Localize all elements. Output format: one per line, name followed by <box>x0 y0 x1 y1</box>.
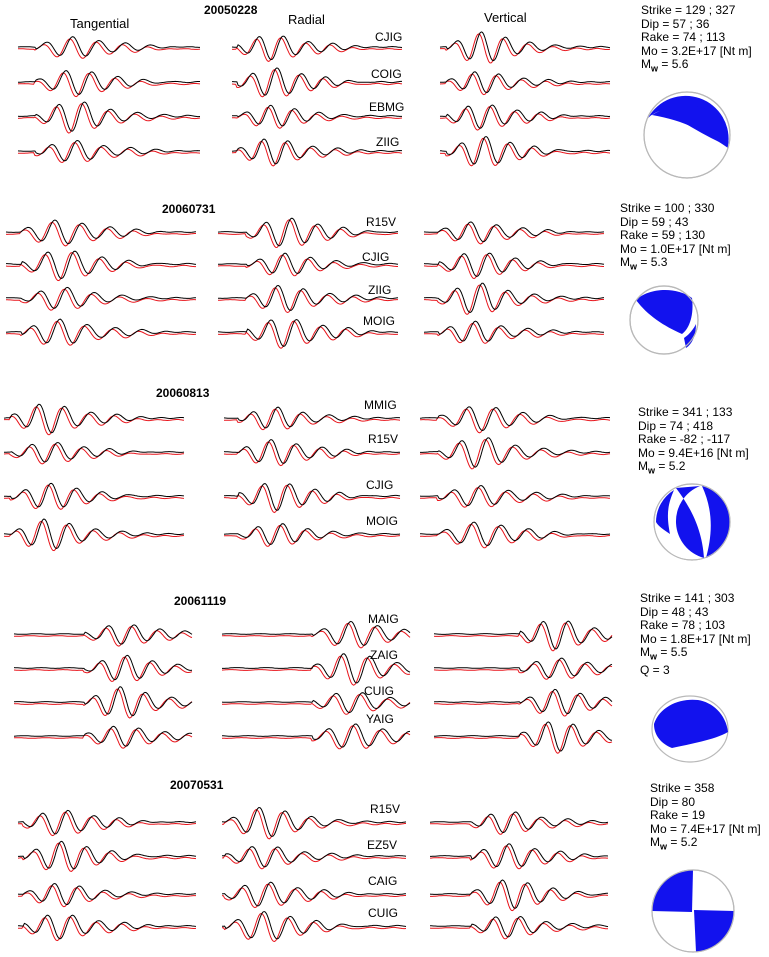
synthetic-trace-vertical <box>430 882 608 910</box>
focal-mechanism-parameters <box>640 592 751 677</box>
observed-trace-tangential <box>18 37 200 56</box>
magnitude-value: $M_w = 5.3$ <box>620 255 668 272</box>
observed-trace-tangential <box>18 841 196 869</box>
focal-mechanism-beachball <box>642 90 732 180</box>
synthetic-trace-tangential <box>4 444 184 464</box>
focal-mechanism-beachball <box>650 868 736 954</box>
observed-trace-tangential <box>14 625 192 644</box>
station-label: MOIG <box>366 514 398 528</box>
observed-trace-vertical <box>430 917 608 937</box>
station-label: MAIG <box>368 612 399 626</box>
event-id: 20061119 <box>174 594 227 608</box>
dip-value: Dip = 48 ; 43 <box>640 604 709 619</box>
dip-value: Dip = 74 ; 418 <box>638 418 714 433</box>
station-label: CJIG <box>375 30 403 44</box>
observed-trace-vertical <box>440 105 610 128</box>
column-header-tangential: Tangential <box>70 16 130 31</box>
synthetic-trace-vertical <box>424 224 604 244</box>
magnitude-value: $M_w = 5.2$ <box>638 459 686 476</box>
event-id: 20070531 <box>170 778 224 792</box>
station-label: CUIG <box>364 684 394 698</box>
observed-trace-vertical <box>430 844 608 867</box>
column-header-vertical: Vertical <box>484 10 527 25</box>
synthetic-trace-vertical <box>434 623 612 651</box>
observed-trace-vertical <box>420 407 610 431</box>
observed-trace-vertical <box>420 522 610 545</box>
observed-trace-tangential <box>18 102 200 131</box>
focal-mechanism-beachball <box>652 482 732 562</box>
observed-trace-tangential <box>4 443 184 463</box>
dip-value: Dip = 57 ; 36 <box>641 16 710 31</box>
magnitude-value: $M_w = 5.2$ <box>650 835 698 852</box>
synthetic-trace-tangential <box>4 485 184 509</box>
station-label: MMIG <box>364 398 397 412</box>
moment-value: Mo = 3.2E+17 [Nt m] <box>641 43 752 58</box>
observed-trace-tangential <box>6 220 196 244</box>
synthetic-trace-tangential <box>6 222 196 246</box>
synthetic-trace-vertical <box>434 691 612 716</box>
moment-value: Mo = 9.4E+16 [Nt m] <box>638 445 749 460</box>
moment-value: Mo = 7.4E+17 [Nt m] <box>650 821 761 836</box>
observed-trace-radial <box>222 724 410 747</box>
moment-value: Mo = 1.0E+17 [Nt m] <box>620 241 731 256</box>
synthetic-trace-vertical <box>430 918 608 939</box>
magnitude-value: $M_w = 5.6$ <box>641 57 689 74</box>
synthetic-trace-vertical <box>420 524 610 548</box>
observed-trace-vertical <box>420 438 610 467</box>
rake-value: Rake = 19 <box>650 808 706 822</box>
station-label: ZIIG <box>368 283 392 297</box>
q-value: Q = 3 <box>640 662 670 677</box>
synthetic-trace-tangential <box>6 289 196 310</box>
synthetic-trace-radial <box>224 409 400 430</box>
observed-trace-vertical <box>434 621 612 649</box>
synthetic-trace-tangential <box>18 917 196 941</box>
synthetic-trace-radial <box>222 623 410 647</box>
moment-value: Mo = 1.8E+17 [Nt m] <box>640 631 751 646</box>
strike-value: Strike = 358 <box>650 781 715 795</box>
event-id: 20060731 <box>162 202 216 216</box>
synthetic-trace-radial <box>224 526 400 547</box>
observed-trace-vertical <box>434 722 612 751</box>
station-label: CJIG <box>366 478 394 492</box>
observed-trace-tangential <box>18 71 200 95</box>
synthetic-trace-vertical <box>420 440 610 469</box>
dip-value: Dip = 80 <box>650 794 696 809</box>
station-label: CUIG <box>368 906 398 920</box>
synthetic-trace-tangential <box>6 321 196 345</box>
station-label: EZ5V <box>367 838 398 852</box>
observed-trace-tangential <box>18 141 200 161</box>
strike-value: Strike = 341 ; 133 <box>638 405 733 419</box>
synthetic-trace-tangential <box>14 627 192 647</box>
event-id: 20050228 <box>204 3 258 17</box>
observed-trace-vertical <box>424 283 604 312</box>
synthetic-trace-tangential <box>14 689 192 718</box>
dip-value: Dip = 59 ; 43 <box>620 214 689 229</box>
station-label: ZAIG <box>370 648 399 662</box>
focal-mechanism-parameters <box>638 406 749 478</box>
observed-trace-tangential <box>6 287 196 308</box>
synthetic-trace-tangential <box>18 143 200 163</box>
station-label: COIG <box>371 67 402 81</box>
station-label: YAIG <box>366 712 394 726</box>
focal-mechanism-parameters <box>620 202 731 274</box>
synthetic-trace-tangential <box>18 39 200 58</box>
observed-trace-tangential <box>14 655 192 679</box>
rake-value: Rake = 74 ; 113 <box>641 30 726 44</box>
observed-trace-tangential <box>4 519 184 549</box>
station-label: ZIIG <box>376 135 400 149</box>
synthetic-trace-tangential <box>18 104 200 133</box>
synthetic-trace-vertical <box>420 488 610 508</box>
synthetic-trace-vertical <box>440 34 610 63</box>
synthetic-trace-vertical <box>440 138 610 166</box>
synthetic-trace-tangential <box>18 843 196 871</box>
strike-value: Strike = 141 ; 303 <box>640 591 735 605</box>
synthetic-trace-vertical <box>424 285 604 314</box>
rake-value: Rake = 59 ; 130 <box>620 228 706 242</box>
station-label: R15V <box>366 215 397 229</box>
focal-mechanism-parameters <box>641 4 752 76</box>
synthetic-trace-vertical <box>430 846 608 869</box>
observed-trace-vertical <box>440 137 610 165</box>
column-header-radial: Radial <box>288 12 325 27</box>
station-label: EBMG <box>369 100 405 114</box>
synthetic-trace-tangential <box>4 521 184 550</box>
station-label: MOIG <box>363 314 395 328</box>
synthetic-trace-tangential <box>18 886 196 907</box>
observed-trace-tangential <box>14 726 192 746</box>
observed-trace-vertical <box>440 32 610 61</box>
synthetic-trace-tangential <box>18 73 200 97</box>
station-label: CJIG <box>362 250 390 264</box>
observed-trace-vertical <box>434 689 612 713</box>
event-id: 20060813 <box>156 386 210 400</box>
strike-value: Strike = 100 ; 330 <box>620 201 715 215</box>
observed-trace-vertical <box>424 222 604 242</box>
strike-value: Strike = 129 ; 327 <box>641 3 736 17</box>
station-label: R15V <box>370 802 401 816</box>
station-label: CAIG <box>368 874 398 888</box>
observed-trace-tangential <box>6 251 196 278</box>
observed-trace-vertical <box>424 253 604 276</box>
magnitude-value: $M_w = 5.5$ <box>640 645 688 662</box>
synthetic-trace-tangential <box>18 812 196 835</box>
focal-mechanism-beachball <box>650 694 730 764</box>
observed-trace-tangential <box>18 915 196 939</box>
rake-value: Rake = 78 ; 103 <box>640 618 726 632</box>
focal-mechanism-beachball <box>628 284 700 356</box>
observed-trace-vertical <box>434 658 612 677</box>
focal-mechanism-parameters <box>650 782 761 854</box>
station-label: R15V <box>368 432 399 446</box>
observed-trace-vertical <box>420 486 610 506</box>
synthetic-trace-vertical <box>434 724 612 753</box>
rake-value: Rake = -82 ; -117 <box>638 432 731 446</box>
synthetic-trace-vertical <box>440 74 610 94</box>
